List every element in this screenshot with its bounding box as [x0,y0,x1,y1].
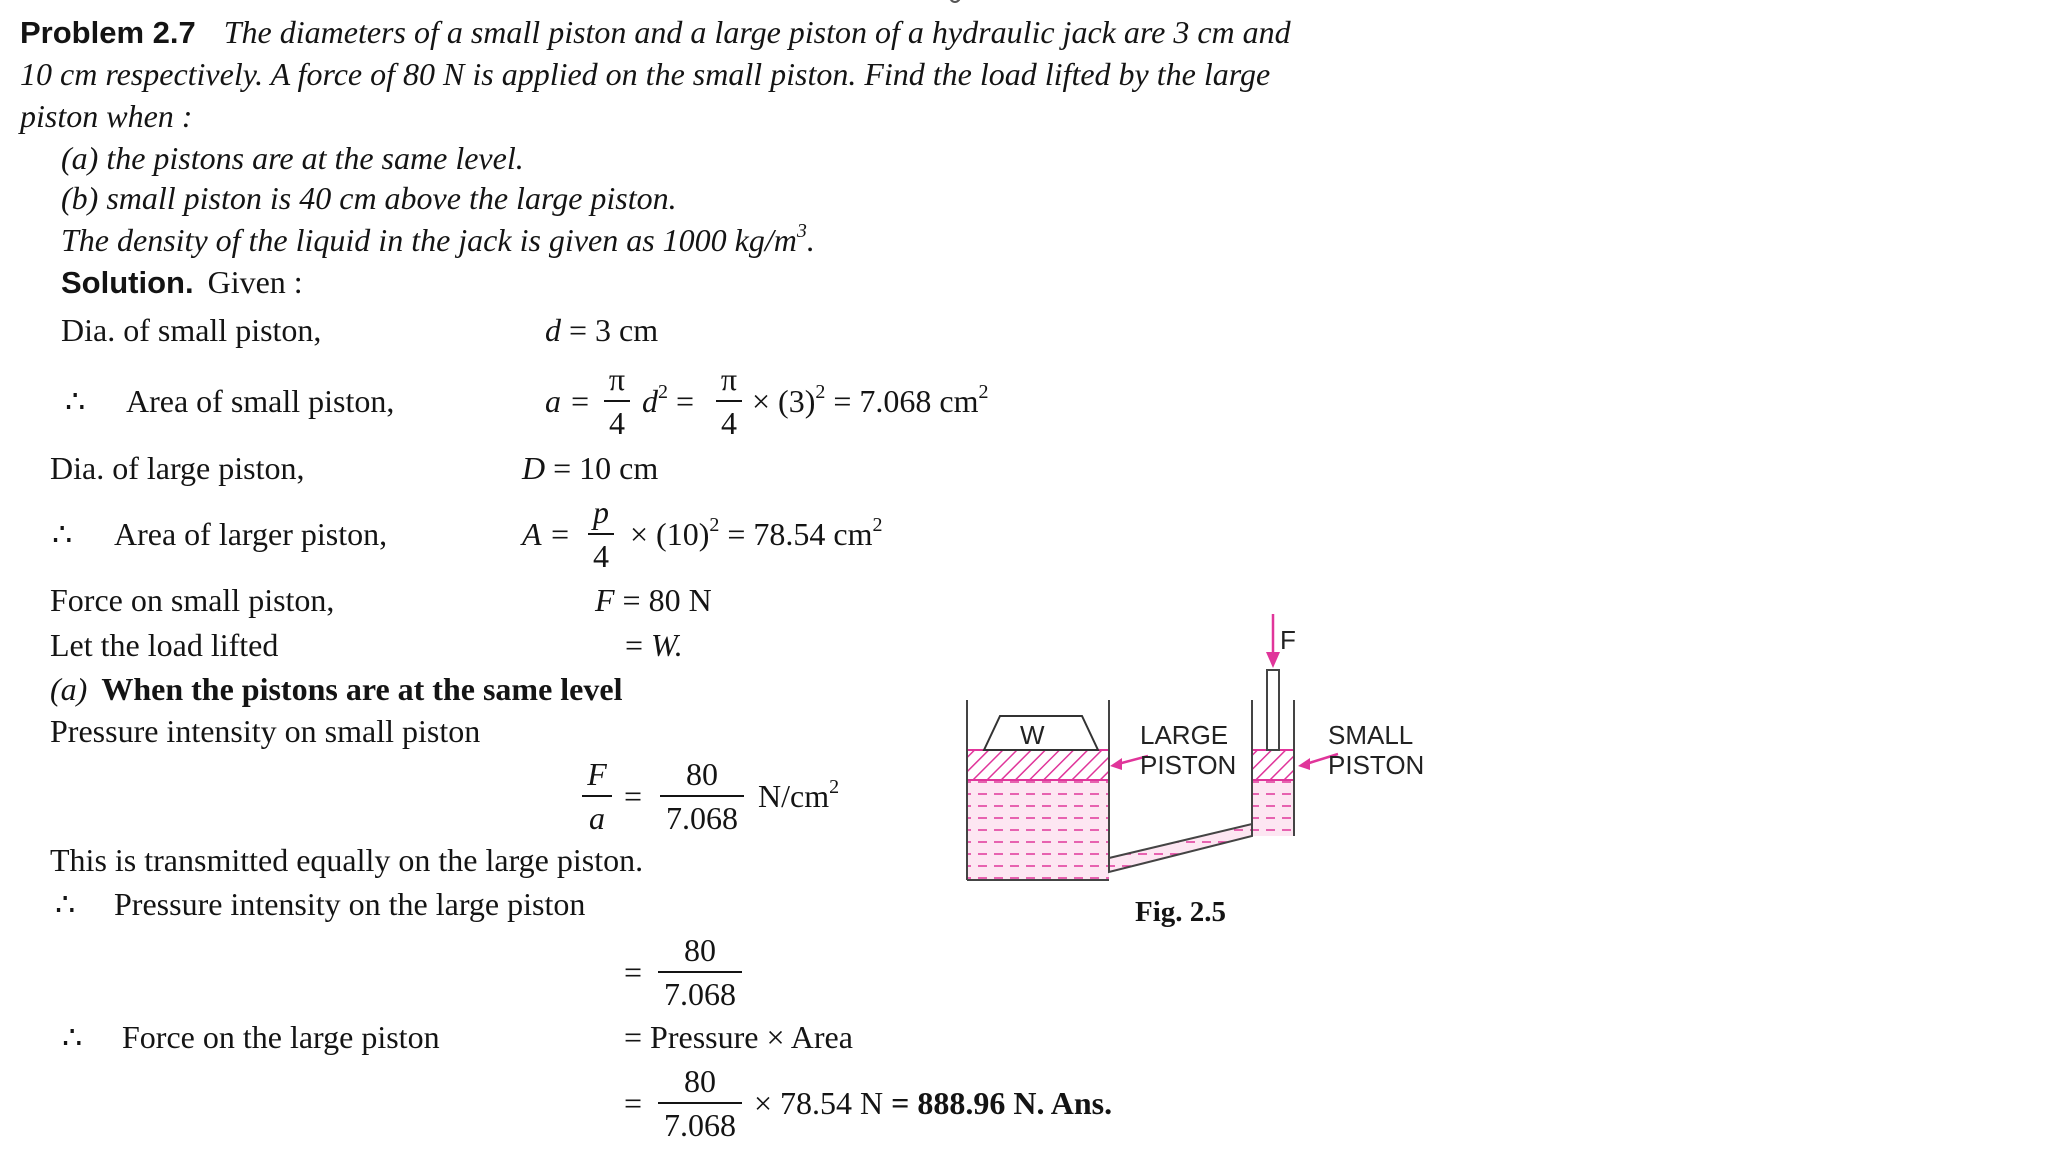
density-text: The density of the liquid in the jack is given as 1000 kg/m [61,222,797,258]
area-small-result: × $(3)^2 = 7.068$ $cm^2$ [752,381,989,419]
large-piston-label-2: PISTON [1140,750,1237,780]
large-piston [967,750,1109,780]
area-large-label: Area of larger piston, [114,516,388,552]
figure-caption: Fig. 2.5 [1135,896,1227,928]
density-end: . [806,222,815,258]
load-label: Let the load lifted [50,627,279,663]
force-small-value: F = 80 N [595,582,712,618]
problem-line-2: 10 cm respectively. A force of 80 N is applied on the small piston. Find the load lifted by the large [20,56,1271,92]
area-large-result: × $(10)^2 = 78.54$ $cm^2$ [630,514,883,552]
transmitted-text: This is transmitted equally on the large piston. [50,842,644,878]
problem-line-3: piston when : [20,98,193,134]
small-piston [1252,750,1294,780]
pressure-small-label: Pressure intensity on small piston [50,713,481,749]
pressure-large-eq: = [624,954,643,990]
therefore-1: ∴ [65,383,86,419]
area-large-frac: p 4 [588,494,614,574]
therefore-2: ∴ [52,516,73,552]
large-piston-label-1: LARGE [1140,720,1229,750]
force-calc-frac: 80 7.068 [658,1063,742,1143]
piston-rod [1267,670,1279,750]
force-calc-result: × 78.54 N = 888.96 N. Ans. [754,1085,1113,1121]
connecting-pipe [1109,824,1252,872]
area-small-lhs: a = [545,383,591,419]
page-number-fragment [935,0,965,4]
area-large-lhs: A = [522,516,571,552]
small-piston-label-1: SMALL [1328,720,1414,750]
problem-label: Problem 2.7 [20,15,196,50]
part-a-heading [50,669,622,709]
load-value: = W. [625,627,683,663]
small-piston-label-2: PISTON [1328,750,1425,780]
pressure-large-label: Pressure intensity on the large piston [114,886,586,922]
part-a-tag: (a) [50,671,88,707]
dia-small-value: d = 3 cm [545,312,659,348]
problem-density [61,220,815,260]
problem-part-a: (a) the pistons are at the same level. [61,140,524,176]
pressure-small-frac-2: 80 7.068 [660,756,744,836]
therefore-3: ∴ [55,886,76,922]
pressure-small-eq: = [624,778,643,814]
therefore-4: ∴ [62,1019,83,1055]
part-a-title: When the pistons are at the same level [101,671,623,707]
area-small-label: Area of small piston, [126,383,395,419]
force-large-label: Force on the large piston [122,1019,440,1055]
weight-label: W [1020,720,1045,750]
problem-part-b: (b) small piston is 40 cm above the large piston. [61,180,677,216]
frac-den: 4 [609,405,625,441]
pressure-large-frac: 80 7.068 [658,932,742,1012]
force-small-label: Force on small piston, [50,582,335,618]
problem-statement-1: The diameters of a small piston and a large piston of a hydraulic jack are 3 cm and [223,14,1291,50]
answer: = 888.96 N. Ans. [891,1085,1113,1121]
density-exponent: 3 [796,220,807,242]
force-label: F [1280,625,1296,655]
dia-large-label: Dia. of large piston, [50,450,305,486]
solution-given: Given : [207,264,303,300]
pressure-small-unit: $N/cm^2$ [758,776,840,814]
area-small-frac-2: π 4 [716,361,742,441]
dia-large-value: D = 10 cm [522,450,659,486]
force-large-value: = Pressure × Area [624,1019,853,1055]
force-arrow-head [1266,652,1280,668]
solution-heading [61,262,303,303]
frac-num: π [608,361,626,397]
area-small-frac-1 [604,361,630,441]
problem-line-1 [20,12,1291,53]
small-cylinder-liquid [1252,780,1294,836]
large-cylinder-liquid [967,780,1109,880]
dia-small-label: Dia. of small piston, [61,312,322,348]
pressure-small-frac-1: F a [582,756,612,836]
area-small-mid: $d^2$ = [642,381,695,419]
solution-label: Solution. [61,265,194,300]
force-calc-eq: = [624,1085,643,1121]
